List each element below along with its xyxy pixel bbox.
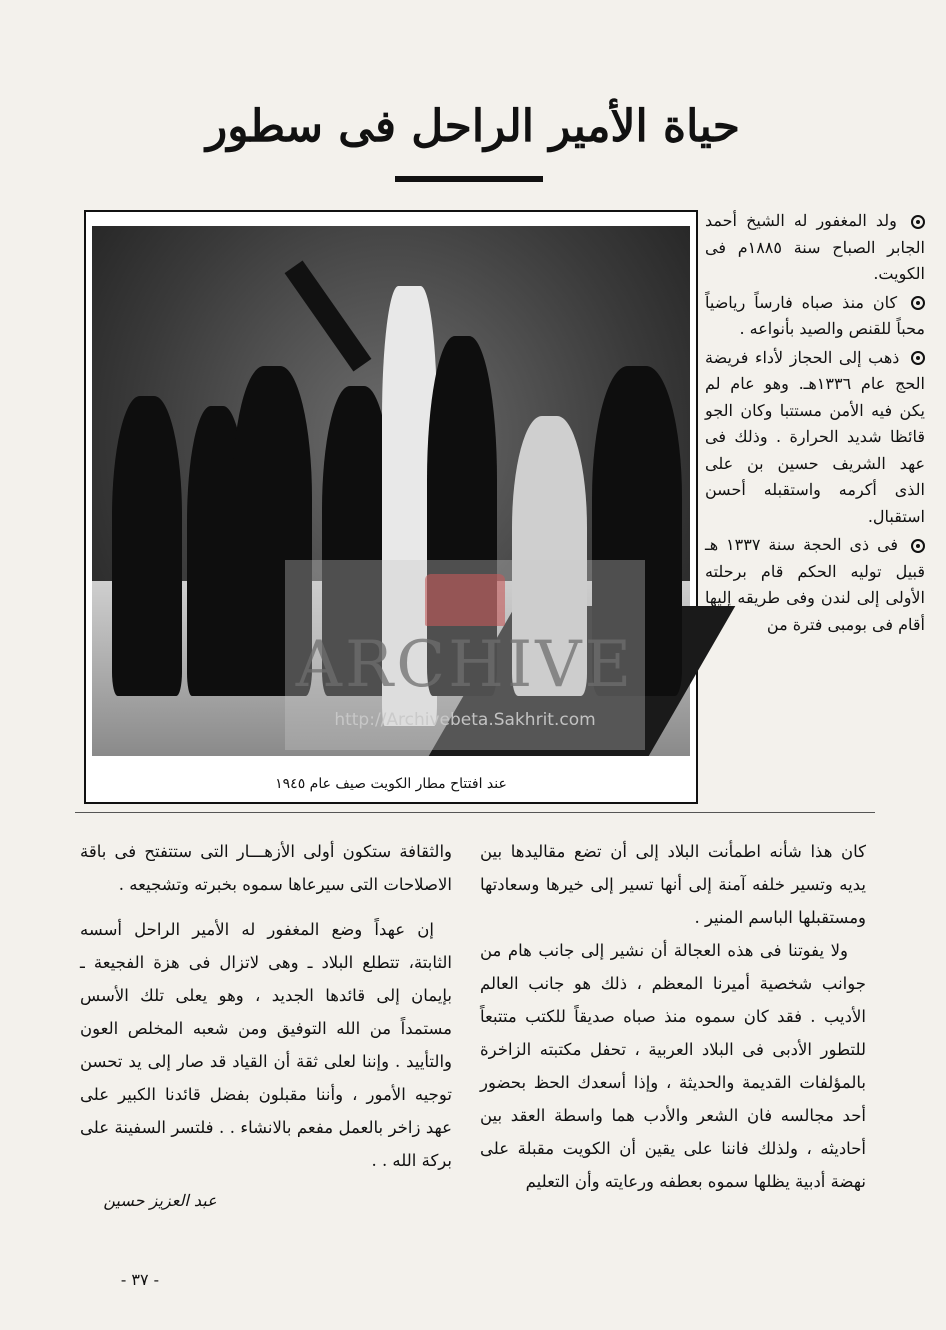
paragraph: والثقافة ستكون أولى الأزهـــار التى ستتفتح فى باقة الاصلاحات التى سيرعاها سموه بخبرته وتشجيعه . — [80, 842, 452, 894]
fact-text: ولد المغفور له الشيخ أحمد الجابر الصباح سنة ١٨٨٥م فى الكويت. — [705, 211, 925, 283]
author-signature: عبد العزيز حسين — [103, 1191, 217, 1210]
article-title: حياة الأمير الراحل فى سطور — [206, 101, 740, 152]
facts-sidebar — [705, 208, 925, 800]
paragraph: ولا يفوتنا فى هذه العجالة أن نشير إلى جانب هام من جوانب شخصية أميرنا المعظم ، ذلك هو جانب العالم الأديب . فقد كان سموه منذ صباه صديقاً للكتب متتبعاً للتطور الأدبى فى البلاد العربية ، تحفل مكتبته الزاخرة بالمؤلفات القديمة والحديثة ، وإذا أسعدك الحظ بحضور أحد مجالسه فان الشعر والأدب هما واسطة العقد بين أحاديثه ، ولذلك فاننا على يقين أن الكويت مقبلة على نهضة أدبية يظلها سموه بعطفه ورعايته وأن التعليم — [480, 941, 866, 1191]
page-number: - ٣٧ - — [120, 1270, 160, 1289]
paragraph: كان هذا شأنه اطمأنت البلاد إلى أن تضع مقاليدها بين يديه وتسير خلفه آمنة إلى أنها تسير إلى خيرها وسعادتها ومستقبلها الباسم المنير . — [480, 842, 866, 927]
bullet-icon — [911, 351, 925, 365]
photo-caption: عند افتتاح مطار الكويت صيف عام ١٩٤٥ — [275, 776, 507, 792]
right-column — [480, 835, 866, 1198]
fact-item — [705, 290, 925, 343]
figure — [112, 396, 182, 696]
propeller-blade — [285, 261, 372, 372]
paragraph: إن عهداً وضع المغفور له الأمير الراحل أسسه الثابتة، تتطلع البلاد ـ وهى لاتزال فى هزة الفجيعة ـ بإيمان إلى قائدها الجديد ، وهو يعلى تلك الأسس مستمداً من الله التوفيق ومن شعبه المخلص العون والتأييد . وإننا لعلى ثقة أن القياد قد صار إلى يد تحسن توجيه الأمور ، وأننا مقبلون بفضل قائدنا الكبير على عهد زاخر بالعمل مفعم بالانشاء . . فلتسر السفينة على بركة الله . . — [80, 920, 452, 1170]
book-logo-icon — [425, 574, 505, 626]
watermark-name: ARCHIVE — [295, 628, 635, 702]
bullet-icon — [911, 296, 925, 310]
fact-text: فى ذى الحجة سنة ١٣٣٧ هـ قبيل توليه الحكم قام برحلته الأولى إلى لندن وفى طريقه إليها أقام فى بومبى فترة من — [705, 535, 925, 634]
fact-text: ذهب إلى الحجاز لأداء فريضة الحج عام ١٣٣٦هـ. وهو عام لم يكن فيه الأمن مستتبا وكان الجو قائظا شديد الحرارة . وذلك فى عهد الشريف حسين بن على الذى أكرمه واستقبله أحسن استقبال. — [705, 347, 926, 526]
fact-text: كان منذ صباه فارساً رياضياً محباً للقنص والصيد بأنواعه . — [705, 292, 925, 338]
bullet-icon — [911, 215, 925, 229]
bullet-icon — [911, 539, 925, 553]
left-column — [80, 835, 452, 1177]
watermark-url: http://Archivebeta.Sakhrit.com — [334, 710, 596, 730]
fact-item — [705, 345, 925, 531]
section-divider — [75, 812, 875, 813]
archive-watermark — [285, 560, 645, 750]
title-underline — [395, 176, 543, 182]
fact-item — [705, 532, 925, 638]
fact-item — [705, 208, 925, 288]
